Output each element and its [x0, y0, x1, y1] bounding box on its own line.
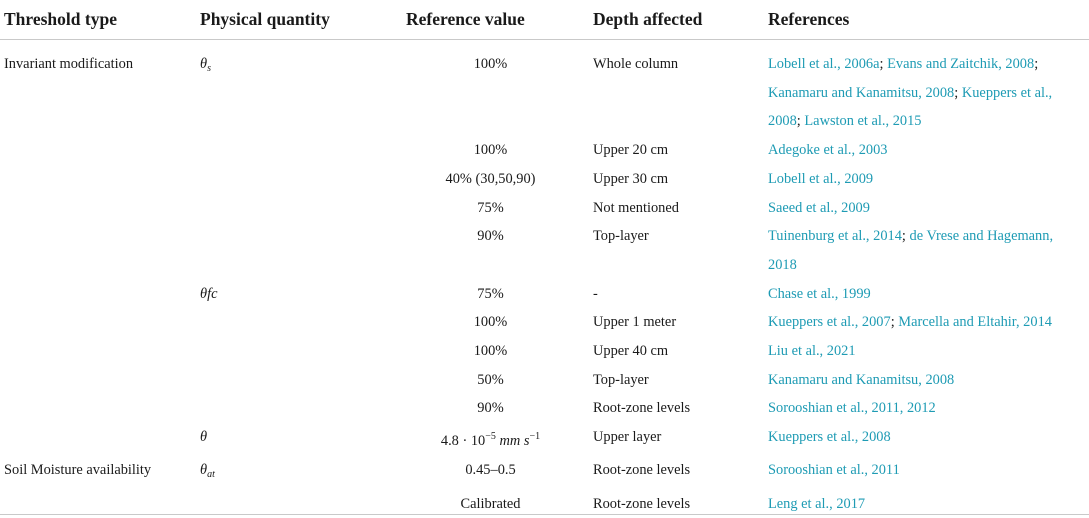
reference-separator: ; — [796, 113, 805, 130]
reference-link[interactable]: Kueppers et al., 2008 — [768, 84, 1053, 130]
header-row — [0, 0, 1089, 40]
cell-physical-quantity — [196, 165, 392, 194]
reference-link[interactable]: Adegoke et al., 2003 — [768, 142, 888, 159]
table-row — [0, 308, 1089, 337]
cell-reference-value: 100% — [473, 142, 508, 159]
cell-depth-affected: Upper 30 cm — [593, 170, 669, 187]
reference-link[interactable]: Tuinenburg et al., 2014 — [768, 228, 902, 245]
reference-link[interactable]: Evans and Zaitchik, 2008 — [887, 56, 1035, 72]
table-body — [0, 40, 1089, 518]
cell-depth-affected: Upper 40 cm — [593, 343, 669, 360]
cell-references — [764, 456, 1089, 490]
reference-link[interactable]: Lobell et al., 2009 — [768, 170, 874, 187]
cell-reference-value: 75% — [477, 285, 504, 302]
cell-depth-affected: - — [593, 285, 598, 302]
cell-threshold-type — [0, 423, 196, 456]
quantity-subscript: s — [207, 63, 211, 74]
cell-reference-value: $4.8 \cdot 10^{-5}$ mm $s^{-1}$ — [440, 431, 541, 450]
value-exponent: −5 — [485, 431, 496, 443]
reference-separator: ; — [890, 314, 899, 331]
cell-references — [764, 366, 1089, 395]
table-row — [0, 222, 1089, 279]
cell-reference-value: 100% — [473, 343, 508, 360]
cell-threshold-type — [0, 366, 196, 395]
cell-depth-affected: Top-layer — [593, 228, 649, 245]
cell-threshold-type — [0, 165, 196, 194]
table-row — [0, 280, 1089, 309]
reference-link[interactable]: Saeed et al., 2009 — [768, 199, 870, 216]
cell-reference-value: 50% — [477, 371, 504, 388]
cell-physical-quantity — [196, 308, 392, 337]
cell-reference-value: 75% — [477, 199, 504, 216]
table-row — [0, 337, 1089, 366]
cell-physical-quantity — [196, 222, 392, 279]
table-row — [0, 194, 1089, 223]
cell-threshold-type — [0, 280, 196, 309]
value-unit: mm s — [495, 433, 530, 450]
reference-link[interactable]: Sorooshian et al., 2011, 2012 — [768, 400, 936, 417]
cell-references — [764, 337, 1089, 366]
cell-reference-value: 40% (30,50,90) — [445, 170, 536, 187]
reference-link[interactable]: Liu et al., 2021 — [768, 343, 856, 360]
cell-threshold-type: Soil Moisture availability — [4, 461, 152, 478]
cell-threshold-type — [0, 194, 196, 223]
cell-reference-value: 100% — [473, 314, 508, 331]
reference-link[interactable]: Kanamaru and Kanamitsu, 2008 — [768, 84, 955, 101]
cell-reference-value: 0.45–0.5 — [465, 461, 516, 478]
cell-references — [764, 194, 1089, 223]
cell-physical-quantity: θfc — [200, 285, 218, 302]
cell-threshold-type: Invariant modification — [4, 56, 134, 72]
cell-depth-affected: Upper 20 cm — [593, 142, 669, 159]
cell-threshold-type — [0, 136, 196, 165]
table-row — [0, 456, 1089, 490]
cell-depth-affected: Not mentioned — [593, 199, 679, 216]
cell-depth-affected: Upper layer — [593, 429, 662, 446]
cell-threshold-type — [0, 394, 196, 423]
cell-reference-value: 90% — [477, 228, 504, 245]
table-row — [0, 165, 1089, 194]
reference-link[interactable]: Lawston et al., 2015 — [804, 113, 922, 130]
cell-physical-quantity: $\theta_{at}$ — [200, 461, 215, 480]
cell-depth-affected: Upper 1 meter — [593, 314, 677, 331]
cell-physical-quantity: θ — [200, 429, 208, 446]
reference-separator: ; — [901, 228, 910, 245]
header-physical-quantity: Physical quantity — [200, 9, 330, 29]
cell-reference-value: Calibrated — [460, 495, 521, 512]
reference-link[interactable]: Kueppers et al., 2007 — [768, 314, 891, 331]
cell-threshold-type — [0, 222, 196, 279]
cell-physical-quantity — [196, 366, 392, 395]
cell-references — [764, 308, 1089, 337]
reference-separator: ; — [1034, 56, 1039, 72]
quantity-subscript: at — [207, 468, 215, 480]
reference-separator: ; — [879, 56, 888, 72]
bottom-rule — [0, 514, 1089, 515]
cell-depth-affected: Root-zone levels — [593, 400, 691, 417]
reference-link[interactable]: Kueppers et al., 2008 — [768, 429, 891, 446]
reference-link[interactable]: Marcella and Eltahir, 2014 — [898, 314, 1052, 331]
cell-physical-quantity — [196, 394, 392, 423]
table-row — [0, 423, 1089, 456]
reference-link[interactable]: Chase et al., 1999 — [768, 285, 871, 302]
cell-depth-affected: Whole column — [593, 56, 679, 72]
cell-reference-value: 100% — [473, 56, 508, 72]
table-row — [0, 366, 1089, 395]
cell-references — [764, 394, 1089, 423]
cell-references — [764, 280, 1089, 309]
reference-link[interactable]: de Vrese and Hagemann, 2018 — [768, 228, 1054, 273]
cell-depth-affected: Root-zone levels — [593, 461, 691, 478]
cell-references — [764, 423, 1089, 456]
reference-link[interactable]: Leng et al., 2017 — [768, 495, 866, 512]
header-references: References — [768, 9, 850, 29]
cell-physical-quantity — [196, 136, 392, 165]
header-reference-value: Reference value — [406, 9, 525, 29]
table-row — [0, 136, 1089, 165]
header-depth-affected: Depth affected — [593, 9, 703, 29]
reference-separator: ; — [954, 84, 962, 101]
cell-references — [764, 222, 1089, 279]
reference-link[interactable]: Kanamaru and Kanamitsu, 2008 — [768, 371, 955, 388]
table-row — [0, 394, 1089, 423]
cell-physical-quantity — [196, 337, 392, 366]
cell-references — [764, 40, 1089, 137]
reference-link[interactable]: Sorooshian et al., 2011 — [768, 461, 900, 478]
cell-reference-value: 90% — [477, 400, 504, 417]
cell-depth-affected: Top-layer — [593, 371, 649, 388]
cell-threshold-type — [0, 308, 196, 337]
reference-link[interactable]: Lobell et al., 2006a — [768, 56, 880, 72]
unit-exponent: −1 — [529, 431, 541, 443]
table-row — [0, 40, 1089, 137]
cell-depth-affected: Root-zone levels — [593, 495, 691, 512]
cell-physical-quantity — [196, 194, 392, 223]
cell-references — [764, 136, 1089, 165]
cell-threshold-type — [0, 337, 196, 366]
cell-references — [764, 165, 1089, 194]
header-threshold-type: Threshold type — [4, 9, 117, 29]
cell-physical-quantity: $\theta_s$ — [200, 56, 211, 74]
